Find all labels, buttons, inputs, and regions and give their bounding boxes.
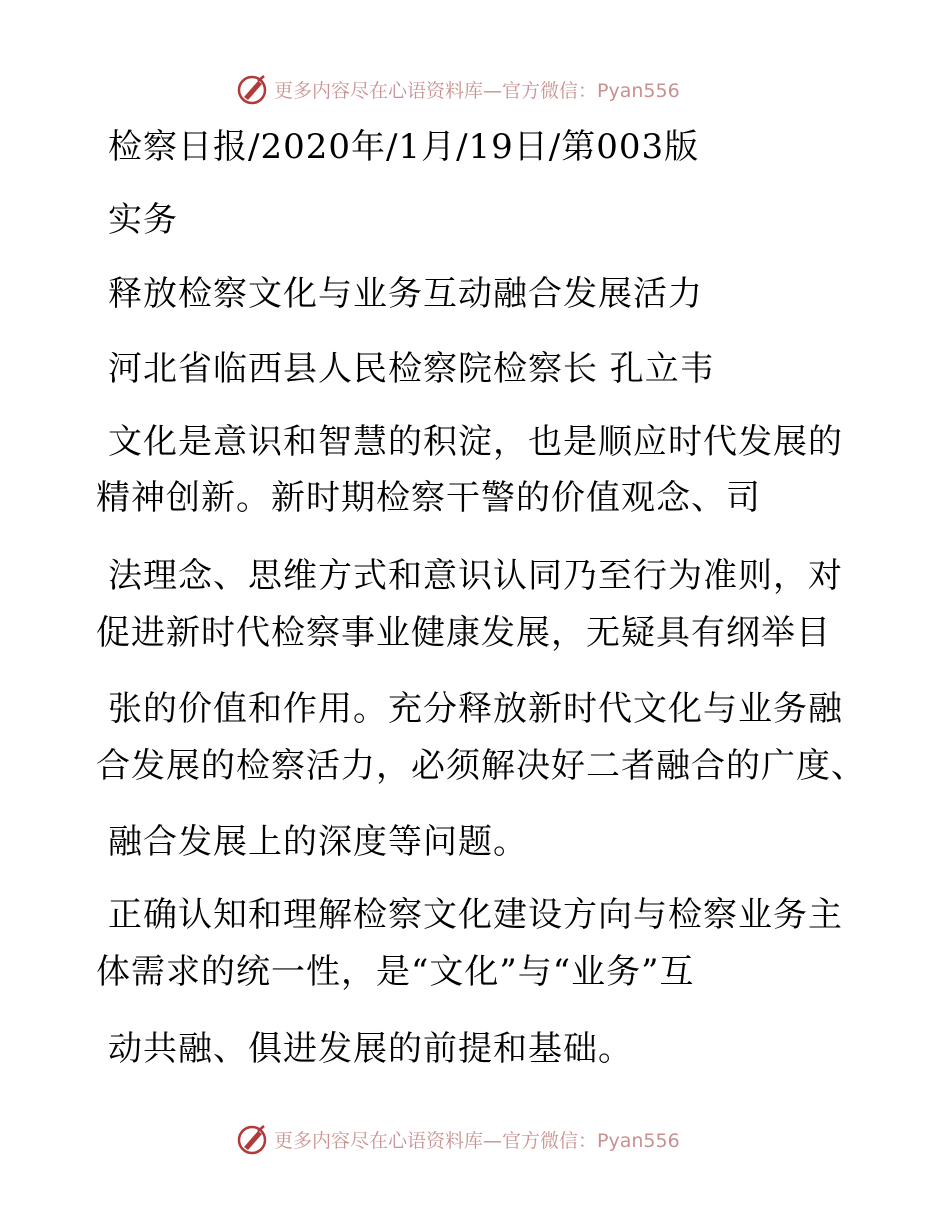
article-title: 释放检察文化与业务互动融合发展活力: [108, 274, 703, 314]
body-line: 文化是意识和智慧的积淀，也是顺应时代发展的: [108, 422, 843, 462]
header-banner: [236, 73, 680, 105]
banner-text: 更多内容尽在心语资料库—官方微信：Pyan556: [274, 79, 680, 102]
banner-text: 更多内容尽在心语资料库—官方微信：Pyan556: [274, 1129, 680, 1152]
body-line: 张的价值和作用。充分释放新时代文化与业务融: [108, 689, 843, 729]
body-line: 合发展的检察活力，必须解决好二者融合的广度、: [96, 746, 866, 786]
body-line: 动共融、俱进发展的前提和基础。: [108, 1029, 633, 1069]
article-author: 河北省临西县人民检察院检察长 孔立韦: [108, 349, 715, 389]
body-line: 精神创新。新时期检察干警的价值观念、司: [96, 478, 761, 518]
footer-banner: [236, 1123, 680, 1155]
article-meta: 检察日报/2020年/1月/19日/第003版: [108, 127, 700, 167]
pen-circle-logo-icon: [236, 1123, 270, 1155]
body-line: 正确认知和理解检察文化建设方向与检察业务主: [108, 895, 843, 935]
body-line: 融合发展上的深度等问题。: [108, 822, 528, 862]
section-label: 实务: [108, 200, 178, 240]
body-line: 法理念、思维方式和意识认同乃至行为准则，对: [108, 556, 843, 596]
body-line: 促进新时代检察事业健康发展，无疑具有纲举目: [96, 613, 831, 653]
pen-circle-logo-icon: [236, 73, 270, 105]
body-line: 体需求的统一性，是“文化”与“业务”互: [96, 952, 695, 992]
